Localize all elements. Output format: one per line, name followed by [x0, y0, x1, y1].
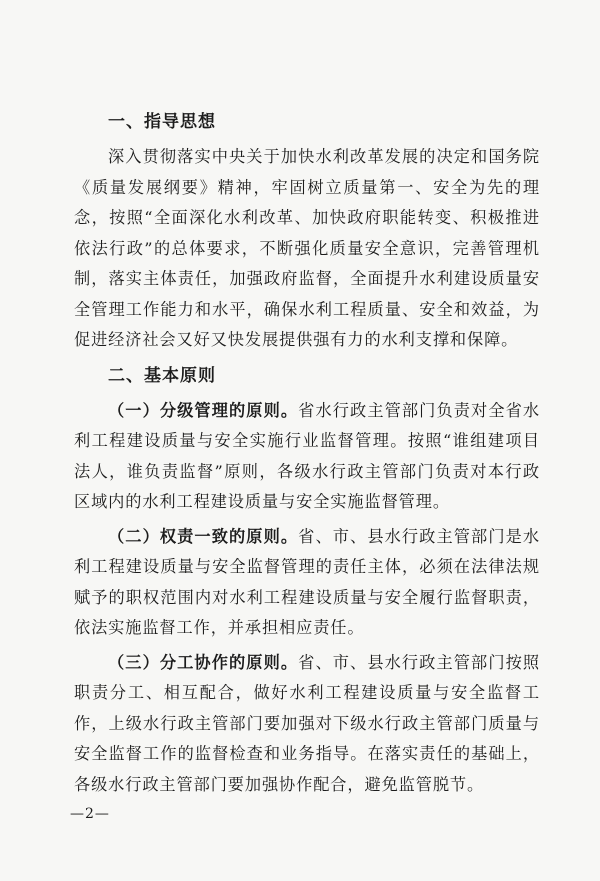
principle-paragraph [74, 396, 540, 518]
principle-text: 省、市、县水行政主管部门按照职责分工、相互配合，做好水利工程建设质量与安全监督工作，上级水行政主管部门要加强对下级水行政主管部门质量与安全监督工作的监督检查和业务指导。在落实责任的基础上，各级水行政主管部门要加强协作配合，避免监管脱节。 [74, 652, 540, 794]
principle-lead: （一）分级管理的原则。 [108, 400, 299, 420]
principle-text: 省水行政主管部门负责对全省水利工程建设质量与安全实施行业监督管理。按照“谁组建项目法人，谁负责监督”原则，各级水行政主管部门负责对本行政区域内的水利工程建设质量与安全实施监督管理。 [74, 400, 540, 511]
principle-text: 省、市、县水行政主管部门是水利工程建设质量与安全监督管理的责任主体，必须在法律法规赋予的职权范围内对水利工程建设质量与安全履行监督职责，依法实施监督工作，并承担相应责任。 [74, 526, 540, 637]
section-heading-basic-principles: 二、基本原则 [108, 365, 216, 386]
principle-paragraph [74, 648, 540, 801]
principle-paragraph [74, 522, 540, 644]
principle-lead: （二）权责一致的原则。 [108, 526, 299, 546]
principle-lead: （三）分工协作的原则。 [108, 652, 299, 672]
section-heading-guiding-ideology: 一、指导思想 [108, 112, 216, 132]
guiding-ideology-paragraph: 深入贯彻落实中央关于加快水利改革发展的决定和国务院《质量发展纲要》精神，牢固树立质量第一、安全为先的理念，按照“全面深化水利改革、加快政府职能转变、积极推进依法行政”的总体要求，不断强化质量安全意识，完善管理机制，落实主体责任，加强政府监督，全面提升水利建设质量安全管理工作能力和水平，确保水利工程质量、安全和效益，为促进经济社会又好又快发展提供强有力的水利支撑和保障。 [74, 147, 540, 349]
page-number: —2— [70, 806, 110, 822]
